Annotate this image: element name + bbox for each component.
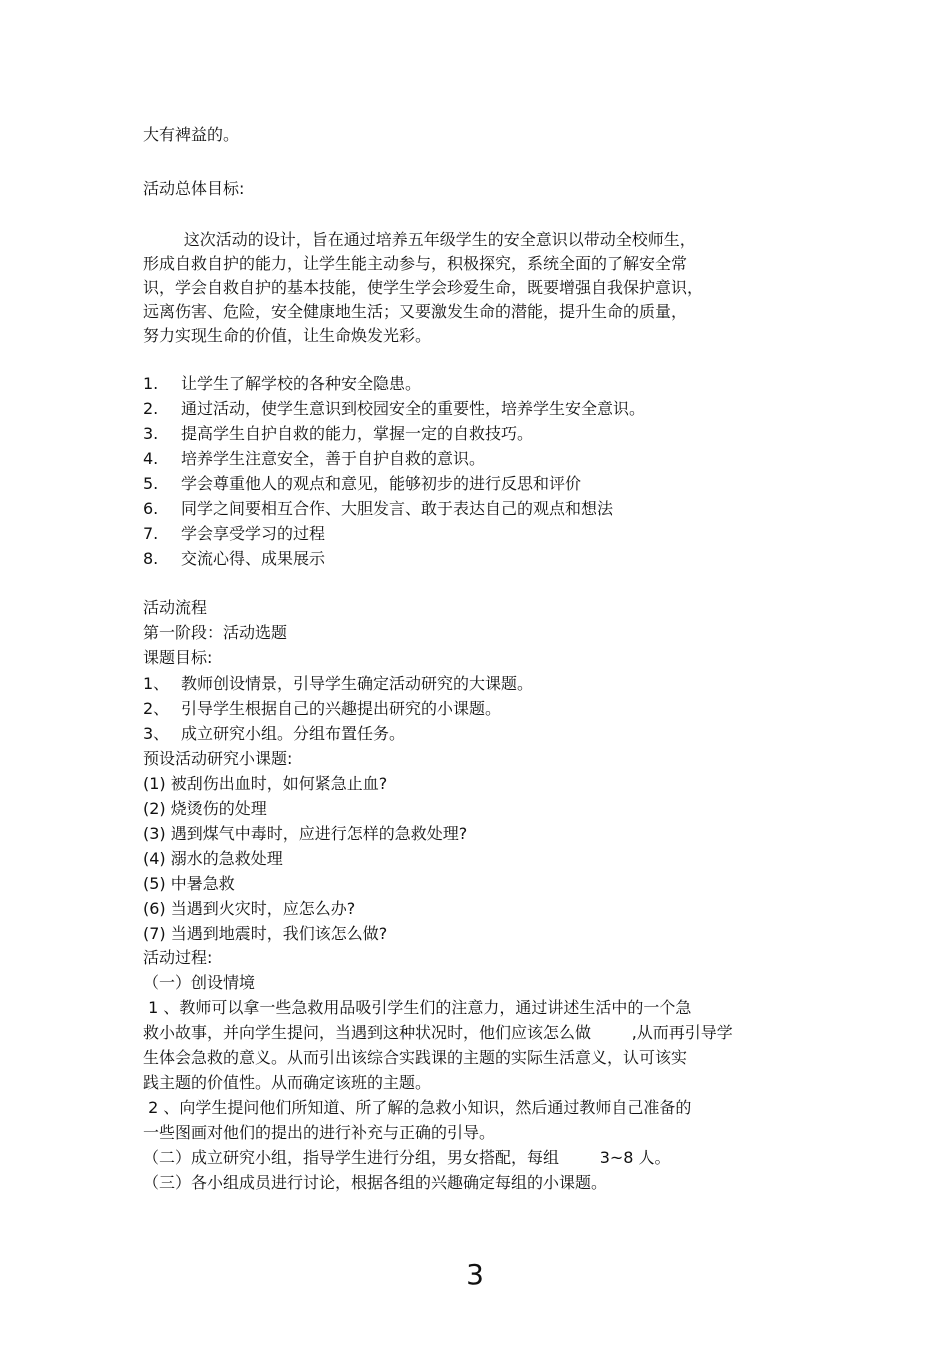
topic-goal-text: 成立研究小组。分组布置任务。 (181, 724, 406, 743)
objective-text: 交流心得、成果展示 (181, 549, 326, 568)
objective-text: 学会尊重他人的观点和意见，能够初步的进行反思和评价 (181, 474, 582, 493)
preset-topic: (4) 溺水的急救处理 (143, 849, 283, 868)
objective-number: 8. (143, 549, 159, 568)
topic-goal-text: 教师创设情景，引导学生确定活动研究的大课题。 (181, 674, 534, 693)
topic-goal-number: 3、 (143, 724, 170, 743)
stage-heading: 第一阶段：活动选题 (143, 623, 288, 642)
process-line: 2 、向学生提问他们所知道、所了解的急救小知识，然后通过教师自己准备的 (143, 1098, 692, 1117)
objective-item (143, 423, 533, 445)
preset-topic: (6) 当遇到火灾时，应怎么办? (143, 899, 356, 918)
process-line: 救小故事，并向学生提问，当遇到这种状况时，他们应该怎么做 ,从而再引导学 (143, 1023, 733, 1042)
objective-number: 5. (143, 474, 159, 493)
goal-paragraph-line: 远离伤害、危险，安全健康地生活；又要激发生命的潜能，提升生命的质量， (143, 302, 688, 321)
objective-text: 让学生了解学校的各种安全隐患。 (181, 374, 422, 393)
objective-number: 1. (143, 374, 159, 393)
flow-heading: 活动流程 (143, 598, 208, 617)
objective-item (143, 523, 325, 545)
process-line: 1 、教师可以拿一些急救用品吸引学生们的注意力，通过讲述生活中的一个急 (143, 998, 692, 1017)
process-line: （一）创设情境 (143, 973, 256, 992)
objective-text: 同学之间要相互合作、大胆发言、敢于表达自己的观点和想法 (181, 499, 614, 518)
objective-item (143, 498, 613, 520)
goal-paragraph-line: 努力实现生命的价值，让生命焕发光彩。 (143, 326, 432, 345)
preset-topic: (1) 被刮伤出血时，如何紧急止血? (143, 774, 388, 793)
process-line: （三）各小组成员进行讨论，根据各组的兴趣确定每组的小课题。 (143, 1173, 608, 1192)
objective-number: 7. (143, 524, 159, 543)
objective-number: 6. (143, 499, 159, 518)
preset-topic: (3) 遇到煤气中毒时，应进行怎样的急救处理? (143, 824, 468, 843)
process-heading: 活动过程: (143, 948, 213, 967)
process-line: 生体会急救的意义。从而引出该综合实践课的主题的实际生活意义，认可该实 (143, 1048, 688, 1067)
topic-goal-item (143, 698, 501, 720)
process-line: 践主题的价值性。从而确定该班的主题。 (143, 1073, 432, 1092)
goal-paragraph-line: 这次活动的设计，旨在通过培养五年级学生的安全意识以带动全校师生， (143, 230, 696, 249)
process-line: （二）成立研究小组，指导学生进行分组，男女搭配，每组 3~8 人。 (143, 1148, 671, 1167)
intro-tail: 大有裨益的。 (143, 125, 240, 144)
topic-goal-heading: 课题目标: (143, 648, 213, 667)
objective-text: 通过活动，使学生意识到校园安全的重要性，培养学生安全意识。 (181, 399, 646, 418)
objective-text: 学会享受学习的过程 (181, 524, 326, 543)
topic-goal-number: 1、 (143, 674, 170, 693)
objective-item (143, 373, 421, 395)
preset-topic: (2) 烧烫伤的处理 (143, 799, 267, 818)
process-line: 一些图画对他们的提出的进行补充与正确的引导。 (143, 1123, 496, 1142)
topic-goal-item (143, 723, 405, 745)
objective-number: 4. (143, 449, 159, 468)
objective-text: 提高学生自护自救的能力，掌握一定的自救技巧。 (181, 424, 534, 443)
page-number: 3 (466, 1258, 484, 1291)
goal-paragraph-line: 识，学会自救自护的基本技能，使学生学会珍爱生命，既要增强自我保护意识， (143, 278, 704, 297)
objective-item (143, 448, 485, 470)
preset-topic: (7) 当遇到地震时，我们该怎么做? (143, 924, 388, 943)
objective-number: 3. (143, 424, 159, 443)
topic-goal-item (143, 673, 533, 695)
topic-goal-number: 2、 (143, 699, 170, 718)
goal-heading: 活动总体目标: (143, 179, 245, 198)
preset-topic: (5) 中暑急救 (143, 874, 235, 893)
objective-number: 2. (143, 399, 159, 418)
topic-goal-text: 引导学生根据自己的兴趣提出研究的小课题。 (181, 699, 502, 718)
objective-text: 培养学生注意安全，善于自护自救的意识。 (181, 449, 486, 468)
goal-paragraph-line: 形成自救自护的能力，让学生能主动参与，积极探究，系统全面的了解安全常 (143, 254, 688, 273)
preset-heading: 预设活动研究小课题: (143, 749, 293, 768)
objective-item (143, 398, 645, 420)
objective-item (143, 548, 325, 570)
objective-item (143, 473, 581, 495)
